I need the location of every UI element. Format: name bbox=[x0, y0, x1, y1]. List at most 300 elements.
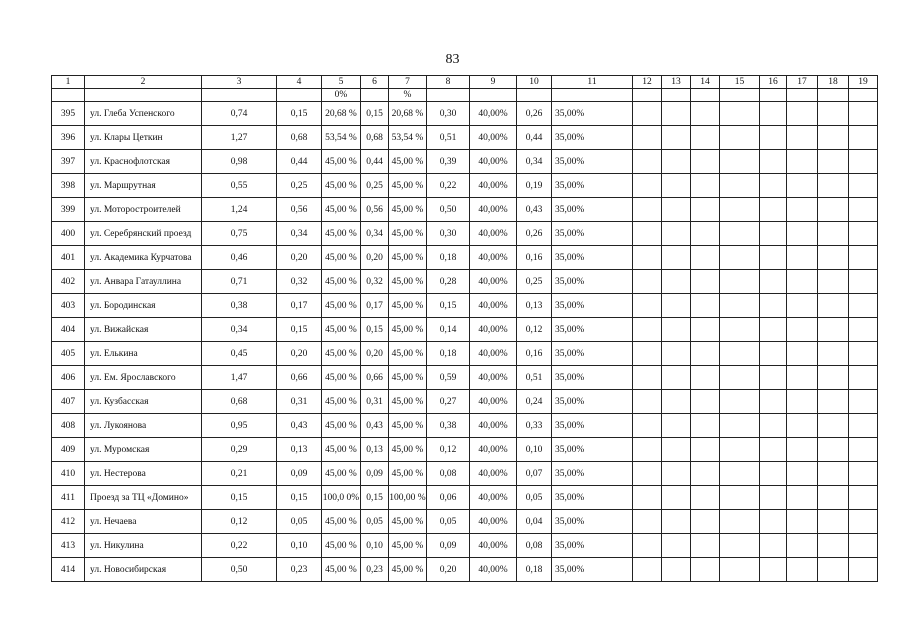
empty-cell bbox=[691, 222, 720, 246]
empty-cell bbox=[691, 126, 720, 150]
percent-cell: 40,00% bbox=[470, 270, 517, 294]
value-cell: 0,71 bbox=[202, 270, 277, 294]
table-row bbox=[52, 270, 878, 294]
empty-cell bbox=[787, 102, 818, 126]
percent-cell: 35,00% bbox=[552, 558, 633, 582]
table-row bbox=[52, 534, 878, 558]
percent-cell: 35,00% bbox=[552, 366, 633, 390]
percent-cell: 40,00% bbox=[470, 462, 517, 486]
value-cell: 0,20 bbox=[361, 342, 389, 366]
percent-cell: 53,54 % bbox=[322, 126, 361, 150]
percent-cell: 35,00% bbox=[552, 270, 633, 294]
empty-cell bbox=[787, 534, 818, 558]
value-cell: 0,18 bbox=[427, 342, 470, 366]
value-cell: 0,30 bbox=[427, 222, 470, 246]
empty-cell bbox=[662, 462, 691, 486]
empty-cell bbox=[818, 534, 849, 558]
empty-cell bbox=[662, 270, 691, 294]
value-cell: 0,07 bbox=[517, 462, 552, 486]
percent-cell: 35,00% bbox=[552, 462, 633, 486]
percent-cell: 45,00 % bbox=[322, 294, 361, 318]
percent-cell: 40,00% bbox=[470, 198, 517, 222]
row-number-cell: 412 bbox=[52, 510, 85, 534]
empty-cell bbox=[818, 462, 849, 486]
column-header: 16 bbox=[760, 76, 787, 89]
value-cell: 0,12 bbox=[427, 438, 470, 462]
value-cell: 0,43 bbox=[517, 198, 552, 222]
empty-cell bbox=[691, 198, 720, 222]
empty-cell bbox=[662, 174, 691, 198]
value-cell: 0,46 bbox=[202, 246, 277, 270]
empty-cell bbox=[720, 222, 760, 246]
value-cell: 0,20 bbox=[277, 246, 322, 270]
value-cell: 0,31 bbox=[361, 390, 389, 414]
percent-cell: 45,00 % bbox=[322, 510, 361, 534]
percent-cell: 35,00% bbox=[552, 246, 633, 270]
row-number-cell: 400 bbox=[52, 222, 85, 246]
table-row bbox=[52, 102, 878, 126]
percent-cell: 45,00 % bbox=[389, 246, 427, 270]
percent-cell: 40,00% bbox=[470, 342, 517, 366]
empty-cell bbox=[787, 126, 818, 150]
empty-cell bbox=[760, 486, 787, 510]
empty-cell bbox=[691, 486, 720, 510]
empty-cell bbox=[633, 270, 662, 294]
percent-cell: 45,00 % bbox=[389, 390, 427, 414]
row-number-cell: 406 bbox=[52, 366, 85, 390]
percent-cell: 40,00% bbox=[470, 534, 517, 558]
column-header: 14 bbox=[691, 76, 720, 89]
percent-cell: 45,00 % bbox=[389, 366, 427, 390]
row-number-cell: 403 bbox=[52, 294, 85, 318]
percent-cell: 53,54 % bbox=[389, 126, 427, 150]
empty-cell bbox=[787, 174, 818, 198]
value-cell: 0,04 bbox=[517, 510, 552, 534]
percent-cell: 45,00 % bbox=[322, 318, 361, 342]
empty-cell bbox=[691, 558, 720, 582]
empty-cell bbox=[662, 438, 691, 462]
empty-cell bbox=[787, 558, 818, 582]
percent-cell: 45,00 % bbox=[389, 270, 427, 294]
row-number-cell: 405 bbox=[52, 342, 85, 366]
percent-cell: 45,00 % bbox=[389, 414, 427, 438]
row-number-cell: 414 bbox=[52, 558, 85, 582]
empty-cell bbox=[691, 534, 720, 558]
empty-cell bbox=[818, 102, 849, 126]
empty-cell bbox=[691, 390, 720, 414]
empty-cell bbox=[720, 270, 760, 294]
table-row bbox=[52, 318, 878, 342]
street-name-cell: ул. Нестерова bbox=[85, 462, 202, 486]
column-header: 9 bbox=[470, 76, 517, 89]
row-number-cell: 399 bbox=[52, 198, 85, 222]
empty-cell bbox=[662, 366, 691, 390]
empty-cell bbox=[720, 510, 760, 534]
percent-cell: 45,00 % bbox=[389, 294, 427, 318]
empty-cell bbox=[849, 414, 878, 438]
empty-cell bbox=[787, 486, 818, 510]
percent-cell: 45,00 % bbox=[322, 438, 361, 462]
column-header: 13 bbox=[662, 76, 691, 89]
empty-cell bbox=[662, 558, 691, 582]
value-cell: 0,43 bbox=[361, 414, 389, 438]
value-cell: 0,43 bbox=[277, 414, 322, 438]
percent-cell: 45,00 % bbox=[389, 342, 427, 366]
empty-cell bbox=[720, 246, 760, 270]
row-number-cell: 411 bbox=[52, 486, 85, 510]
row-number-cell: 413 bbox=[52, 534, 85, 558]
value-cell: 0,66 bbox=[277, 366, 322, 390]
column-header: 17 bbox=[787, 76, 818, 89]
value-cell: 0,28 bbox=[427, 270, 470, 294]
row-number-cell: 410 bbox=[52, 462, 85, 486]
value-cell: 0,34 bbox=[361, 222, 389, 246]
value-cell: 0,68 bbox=[202, 390, 277, 414]
value-cell: 0,13 bbox=[517, 294, 552, 318]
percent-cell: 40,00% bbox=[470, 438, 517, 462]
percent-cell: 20,68 % bbox=[322, 102, 361, 126]
value-cell: 0,21 bbox=[202, 462, 277, 486]
empty-cell bbox=[818, 414, 849, 438]
percent-cell: 40,00% bbox=[470, 486, 517, 510]
percent-cell: 45,00 % bbox=[389, 438, 427, 462]
value-cell: 0,19 bbox=[517, 174, 552, 198]
empty-cell bbox=[691, 366, 720, 390]
value-cell: 0,15 bbox=[361, 318, 389, 342]
empty-cell bbox=[720, 342, 760, 366]
empty-cell bbox=[662, 342, 691, 366]
empty-cell bbox=[720, 318, 760, 342]
percent-cell: 100,0 0% bbox=[322, 486, 361, 510]
empty-cell bbox=[662, 390, 691, 414]
value-cell: 0,08 bbox=[427, 462, 470, 486]
column-header: 6 bbox=[361, 76, 389, 89]
table-row bbox=[52, 486, 878, 510]
empty-cell bbox=[662, 150, 691, 174]
table-row bbox=[52, 126, 878, 150]
percent-cell: 40,00% bbox=[470, 390, 517, 414]
empty-cell bbox=[633, 390, 662, 414]
value-cell: 0,16 bbox=[517, 342, 552, 366]
empty-cell bbox=[662, 534, 691, 558]
value-cell: 0,39 bbox=[427, 150, 470, 174]
empty-cell bbox=[633, 414, 662, 438]
percent-cell: 45,00 % bbox=[389, 222, 427, 246]
street-name-cell: ул. Кузбасская bbox=[85, 390, 202, 414]
empty-cell bbox=[720, 558, 760, 582]
empty-cell bbox=[787, 222, 818, 246]
empty-cell bbox=[818, 174, 849, 198]
empty-cell bbox=[760, 222, 787, 246]
value-cell: 0,09 bbox=[427, 534, 470, 558]
value-cell: 0,24 bbox=[517, 390, 552, 414]
empty-cell bbox=[691, 318, 720, 342]
value-cell: 0,56 bbox=[361, 198, 389, 222]
empty-cell bbox=[691, 414, 720, 438]
value-cell: 0,51 bbox=[427, 126, 470, 150]
empty-cell bbox=[720, 294, 760, 318]
empty-cell bbox=[633, 462, 662, 486]
table-row bbox=[52, 558, 878, 582]
empty-cell bbox=[691, 462, 720, 486]
percent-cell: 40,00% bbox=[470, 318, 517, 342]
value-cell: 0,68 bbox=[277, 126, 322, 150]
empty-cell bbox=[849, 150, 878, 174]
empty-cell bbox=[787, 294, 818, 318]
street-name-cell: ул. Лукоянова bbox=[85, 414, 202, 438]
percent-cell: 45,00 % bbox=[389, 318, 427, 342]
empty-cell bbox=[691, 438, 720, 462]
empty-cell bbox=[760, 198, 787, 222]
percent-cell: 45,00 % bbox=[322, 534, 361, 558]
empty-cell bbox=[760, 174, 787, 198]
empty-cell bbox=[633, 318, 662, 342]
empty-cell bbox=[633, 294, 662, 318]
empty-cell bbox=[691, 150, 720, 174]
empty-cell bbox=[787, 366, 818, 390]
percent-cell: 40,00% bbox=[470, 102, 517, 126]
empty-cell bbox=[720, 390, 760, 414]
empty-cell bbox=[760, 150, 787, 174]
percent-cell: 40,00% bbox=[470, 294, 517, 318]
empty-cell bbox=[633, 342, 662, 366]
value-cell: 0,50 bbox=[427, 198, 470, 222]
value-cell: 0,16 bbox=[517, 246, 552, 270]
empty-cell bbox=[818, 558, 849, 582]
street-name-cell: ул. Клары Цеткин bbox=[85, 126, 202, 150]
empty-cell bbox=[691, 342, 720, 366]
street-name-cell: ул. Бородинская bbox=[85, 294, 202, 318]
empty-cell bbox=[720, 174, 760, 198]
percent-cell: 45,00 % bbox=[322, 366, 361, 390]
street-name-cell: ул. Глеба Успенского bbox=[85, 102, 202, 126]
empty-cell bbox=[818, 366, 849, 390]
value-cell: 0,05 bbox=[517, 486, 552, 510]
column-number-row bbox=[52, 76, 878, 89]
value-cell: 0,20 bbox=[427, 558, 470, 582]
continuation-cell: % bbox=[389, 89, 427, 102]
empty-cell bbox=[818, 270, 849, 294]
percent-cell: 45,00 % bbox=[322, 462, 361, 486]
table-row bbox=[52, 510, 878, 534]
value-cell: 0,45 bbox=[202, 342, 277, 366]
value-cell: 0,38 bbox=[202, 294, 277, 318]
empty-cell bbox=[849, 126, 878, 150]
column-header: 1 bbox=[52, 76, 85, 89]
value-cell: 0,15 bbox=[427, 294, 470, 318]
empty-cell bbox=[818, 126, 849, 150]
table-row bbox=[52, 246, 878, 270]
value-cell: 0,23 bbox=[361, 558, 389, 582]
value-cell: 0,23 bbox=[277, 558, 322, 582]
column-header: 4 bbox=[277, 76, 322, 89]
percent-cell: 40,00% bbox=[470, 558, 517, 582]
street-name-cell: ул. Новосибирская bbox=[85, 558, 202, 582]
value-cell: 0,17 bbox=[361, 294, 389, 318]
percent-cell: 45,00 % bbox=[322, 390, 361, 414]
value-cell: 0,50 bbox=[202, 558, 277, 582]
value-cell: 0,05 bbox=[427, 510, 470, 534]
empty-cell bbox=[787, 318, 818, 342]
percent-cell: 35,00% bbox=[552, 510, 633, 534]
empty-cell bbox=[633, 126, 662, 150]
street-name-cell: ул. Елькина bbox=[85, 342, 202, 366]
empty-cell bbox=[760, 558, 787, 582]
empty-cell bbox=[787, 342, 818, 366]
value-cell: 0,22 bbox=[202, 534, 277, 558]
table-row bbox=[52, 294, 878, 318]
empty-cell bbox=[720, 414, 760, 438]
value-cell: 0,31 bbox=[277, 390, 322, 414]
value-cell: 0,15 bbox=[277, 102, 322, 126]
empty-cell bbox=[662, 126, 691, 150]
empty-cell bbox=[849, 390, 878, 414]
empty-cell bbox=[720, 438, 760, 462]
empty-cell bbox=[760, 270, 787, 294]
street-name-cell: ул. Анвара Гатауллина bbox=[85, 270, 202, 294]
empty-cell bbox=[760, 390, 787, 414]
empty-cell bbox=[849, 510, 878, 534]
empty-cell bbox=[849, 438, 878, 462]
table-row bbox=[52, 198, 878, 222]
value-cell: 0,29 bbox=[202, 438, 277, 462]
empty-cell bbox=[633, 174, 662, 198]
empty-cell bbox=[849, 102, 878, 126]
empty-cell bbox=[849, 294, 878, 318]
table-row bbox=[52, 174, 878, 198]
row-number-cell: 407 bbox=[52, 390, 85, 414]
value-cell: 0,08 bbox=[517, 534, 552, 558]
percent-cell: 35,00% bbox=[552, 414, 633, 438]
value-cell: 0,27 bbox=[427, 390, 470, 414]
empty-cell bbox=[849, 342, 878, 366]
value-cell: 0,75 bbox=[202, 222, 277, 246]
empty-cell bbox=[720, 198, 760, 222]
value-cell: 0,13 bbox=[361, 438, 389, 462]
percent-cell: 45,00 % bbox=[389, 174, 427, 198]
value-cell: 0,66 bbox=[361, 366, 389, 390]
street-name-cell: ул. Краснофлотская bbox=[85, 150, 202, 174]
empty-cell bbox=[849, 486, 878, 510]
percent-cell: 45,00 % bbox=[389, 150, 427, 174]
percent-cell: 40,00% bbox=[470, 246, 517, 270]
empty-cell bbox=[760, 126, 787, 150]
empty-cell bbox=[633, 222, 662, 246]
empty-cell bbox=[662, 510, 691, 534]
empty-cell bbox=[787, 390, 818, 414]
column-header: 10 bbox=[517, 76, 552, 89]
table-row bbox=[52, 462, 878, 486]
percent-cell: 45,00 % bbox=[322, 174, 361, 198]
empty-cell bbox=[633, 558, 662, 582]
empty-cell bbox=[849, 174, 878, 198]
percent-cell: 35,00% bbox=[552, 342, 633, 366]
empty-cell bbox=[818, 486, 849, 510]
percent-cell: 35,00% bbox=[552, 102, 633, 126]
empty-cell bbox=[849, 462, 878, 486]
value-cell: 0,34 bbox=[277, 222, 322, 246]
empty-cell bbox=[787, 438, 818, 462]
empty-cell bbox=[760, 342, 787, 366]
percent-cell: 45,00 % bbox=[322, 414, 361, 438]
value-cell: 0,15 bbox=[277, 318, 322, 342]
table-row bbox=[52, 342, 878, 366]
data-table bbox=[51, 75, 878, 582]
street-name-cell: ул. Нечаева bbox=[85, 510, 202, 534]
empty-cell bbox=[720, 486, 760, 510]
empty-cell bbox=[662, 294, 691, 318]
empty-cell bbox=[760, 294, 787, 318]
empty-cell bbox=[849, 222, 878, 246]
value-cell: 0,59 bbox=[427, 366, 470, 390]
empty-cell bbox=[787, 198, 818, 222]
empty-cell bbox=[787, 510, 818, 534]
value-cell: 0,55 bbox=[202, 174, 277, 198]
value-cell: 0,26 bbox=[517, 102, 552, 126]
value-cell: 0,95 bbox=[202, 414, 277, 438]
empty-cell bbox=[760, 366, 787, 390]
value-cell: 0,15 bbox=[202, 486, 277, 510]
value-cell: 0,15 bbox=[277, 486, 322, 510]
value-cell: 0,22 bbox=[427, 174, 470, 198]
empty-cell bbox=[662, 222, 691, 246]
value-cell: 0,38 bbox=[427, 414, 470, 438]
row-number-cell: 409 bbox=[52, 438, 85, 462]
empty-cell bbox=[849, 270, 878, 294]
row-number-cell: 408 bbox=[52, 414, 85, 438]
empty-cell bbox=[849, 246, 878, 270]
percent-cell: 35,00% bbox=[552, 222, 633, 246]
column-header: 3 bbox=[202, 76, 277, 89]
empty-cell bbox=[760, 414, 787, 438]
empty-cell bbox=[691, 174, 720, 198]
value-cell: 0,98 bbox=[202, 150, 277, 174]
percent-cell: 40,00% bbox=[470, 174, 517, 198]
empty-cell bbox=[760, 318, 787, 342]
value-cell: 0,56 bbox=[277, 198, 322, 222]
value-cell: 0,18 bbox=[427, 246, 470, 270]
column-header: 12 bbox=[633, 76, 662, 89]
value-cell: 0,15 bbox=[361, 486, 389, 510]
value-cell: 0,20 bbox=[277, 342, 322, 366]
percent-cell: 35,00% bbox=[552, 534, 633, 558]
column-header: 11 bbox=[552, 76, 633, 89]
value-cell: 1,47 bbox=[202, 366, 277, 390]
percent-cell: 35,00% bbox=[552, 198, 633, 222]
percent-cell: 45,00 % bbox=[322, 150, 361, 174]
empty-cell bbox=[720, 462, 760, 486]
street-name-cell: ул. Вижайская bbox=[85, 318, 202, 342]
empty-cell bbox=[691, 246, 720, 270]
table-row bbox=[52, 390, 878, 414]
empty-cell bbox=[787, 414, 818, 438]
value-cell: 0,25 bbox=[517, 270, 552, 294]
value-cell: 0,30 bbox=[427, 102, 470, 126]
empty-cell bbox=[818, 438, 849, 462]
percent-cell: 35,00% bbox=[552, 390, 633, 414]
empty-cell bbox=[760, 438, 787, 462]
percent-cell: 45,00 % bbox=[389, 198, 427, 222]
column-header: 19 bbox=[849, 76, 878, 89]
column-header: 8 bbox=[427, 76, 470, 89]
empty-cell bbox=[787, 246, 818, 270]
empty-cell bbox=[691, 294, 720, 318]
page-number: 83 bbox=[445, 52, 460, 67]
percent-cell: 35,00% bbox=[552, 294, 633, 318]
table-row bbox=[52, 366, 878, 390]
value-cell: 1,24 bbox=[202, 198, 277, 222]
percent-cell: 45,00 % bbox=[322, 342, 361, 366]
